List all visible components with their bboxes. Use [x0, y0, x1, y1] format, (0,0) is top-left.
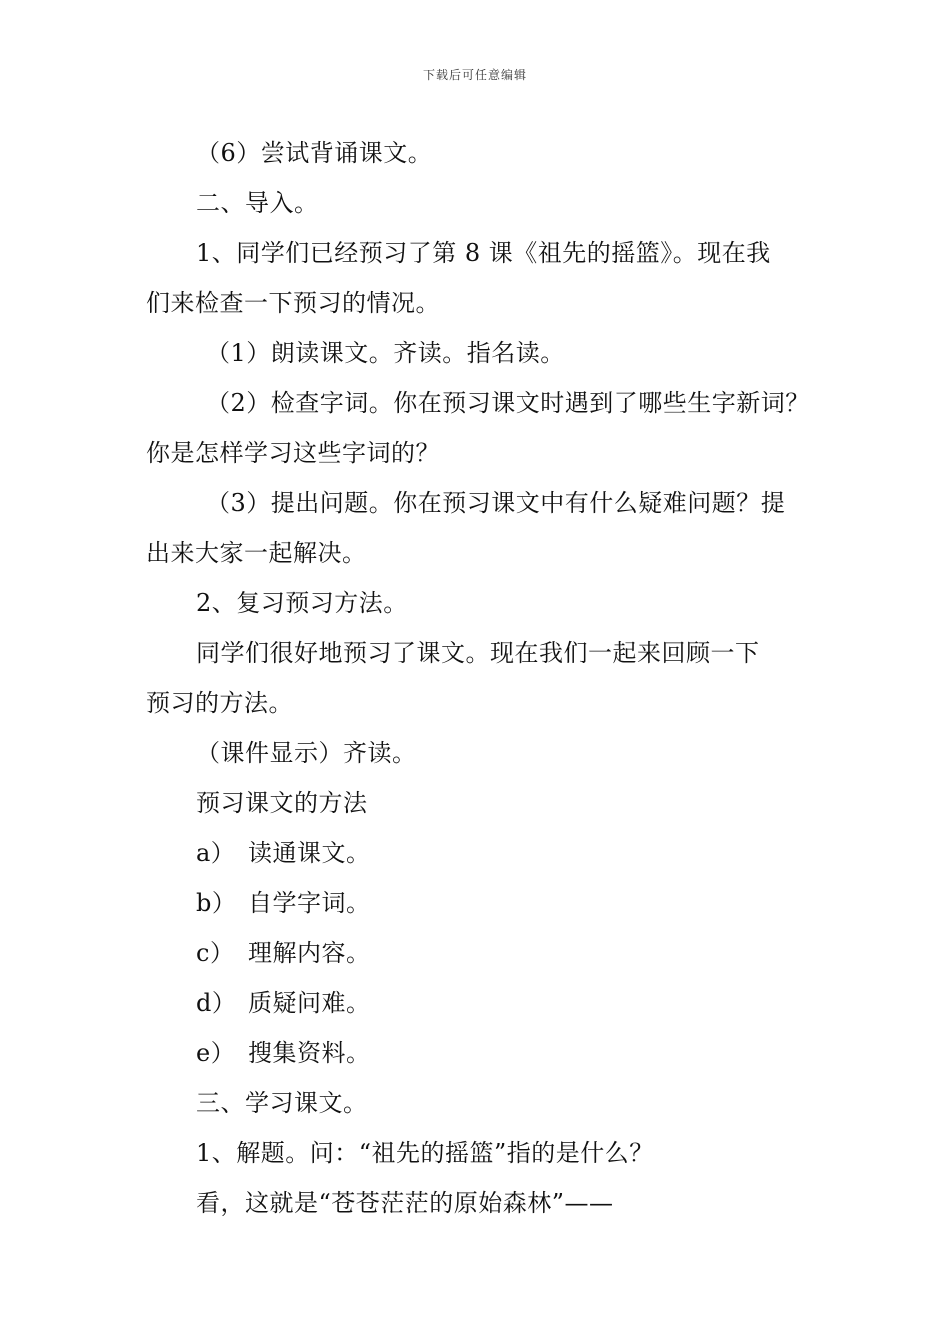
list-marker: c）: [196, 939, 235, 967]
document-body: [146, 128, 810, 1228]
list-item-text: 质疑问难。: [248, 989, 371, 1017]
section-heading-study: 三、学习课文。: [196, 1089, 368, 1117]
list-item-text: 读通课文。: [248, 839, 371, 867]
paragraph-read-aloud: （1）朗读课文。齐读。指名读。: [206, 339, 565, 367]
paragraph-recite: （6）尝试背诵课文。: [196, 139, 433, 167]
list-item-text: 搜集资料。: [248, 1039, 371, 1067]
paragraph-check-words-line2: 你是怎样学习这些字词的？: [146, 439, 440, 467]
list-item: [146, 828, 810, 878]
paragraph-check-words-line1: （2）检查字词。你在预习课文时遇到了哪些生字新词？: [206, 389, 810, 417]
list-item: [146, 928, 810, 978]
list-marker: e）: [196, 1039, 236, 1067]
paragraph-questions-line1: （3）提出问题。你在预习课文中有什么疑难问题？提: [206, 489, 786, 517]
list-item: [146, 978, 810, 1028]
list-item: [146, 878, 810, 928]
list-marker: d）: [196, 989, 237, 1017]
paragraph-courseware: （课件显示）齐读。: [196, 739, 417, 767]
paragraph-forest: 看，这就是“苍苍茫茫的原始森林”——: [196, 1189, 614, 1217]
page-header: 下载后可任意编辑: [422, 68, 527, 82]
paragraph-review-method: 2、复习预习方法。: [196, 589, 408, 617]
paragraph-recall-line2: 预习的方法。: [146, 689, 293, 717]
list-item: [146, 1028, 810, 1078]
section-heading-intro: 二、导入。: [196, 189, 319, 217]
paragraph-questions-line2: 出来大家一起解决。: [146, 539, 367, 567]
paragraph-title-question: 1、解题。问：“祖先的摇篮”指的是什么？: [196, 1139, 654, 1167]
list-marker: a）: [196, 839, 236, 867]
list-marker: b）: [196, 889, 237, 917]
paragraph-preview-check-line1: 1、同学们已经预习了第 8 课《祖先的摇篮》。现在我: [196, 239, 771, 267]
paragraph-preview-check-line2: 们来检查一下预习的情况。: [146, 289, 440, 317]
list-item-text: 自学字词。: [248, 889, 371, 917]
method-list-title: 预习课文的方法: [196, 789, 368, 817]
paragraph-recall-line1: 同学们很好地预习了课文。现在我们一起来回顾一下: [196, 639, 760, 667]
list-item-text: 理解内容。: [248, 939, 371, 967]
